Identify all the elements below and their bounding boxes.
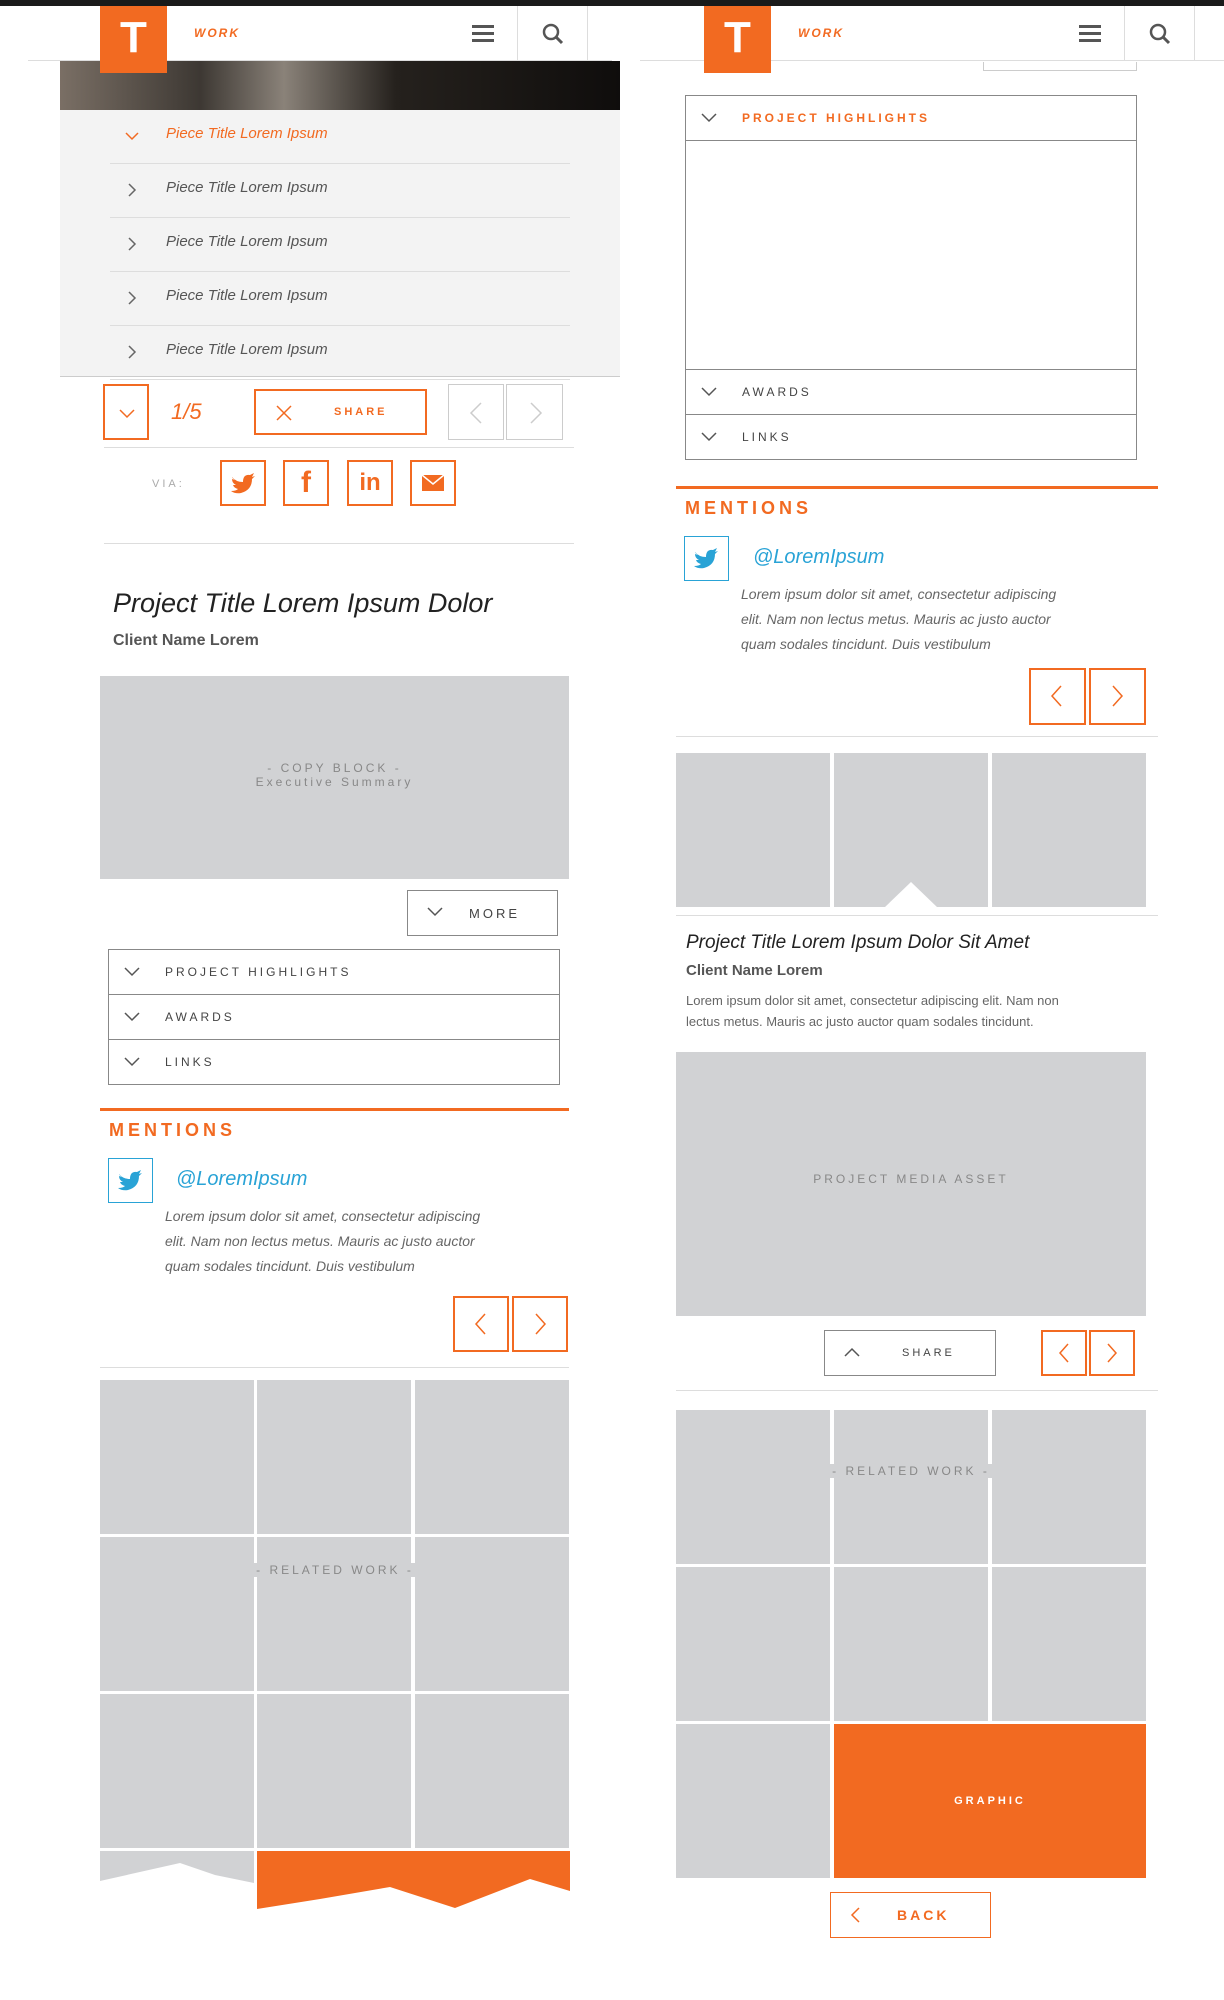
chevron-down-icon (105, 386, 149, 440)
copy-block (100, 676, 569, 879)
related-work-label: - RELATED WORK - (826, 1464, 996, 1478)
share-label: SHARE (902, 1347, 955, 1359)
copy-block-sublabel: Executive Summary (255, 775, 414, 789)
accordion-links[interactable] (109, 1040, 559, 1085)
site-header (640, 6, 1224, 61)
chevron-right-icon (1091, 1332, 1133, 1374)
mention-prev-button[interactable] (1029, 668, 1086, 725)
share-button[interactable] (254, 389, 427, 435)
divider (104, 447, 574, 448)
search-icon (518, 6, 588, 61)
hamburger-icon (472, 25, 494, 28)
mention-prev-button[interactable] (453, 1296, 509, 1352)
accordion-label: AWARDS (165, 1010, 235, 1024)
related-tile[interactable] (415, 1537, 569, 1691)
selection-pointer (884, 882, 938, 908)
chevron-right-icon (507, 385, 563, 441)
accordion-awards[interactable] (686, 370, 1136, 415)
client-name: Client Name Lorem (686, 962, 823, 979)
chevron-down-icon (700, 385, 718, 399)
share-twitter[interactable] (220, 460, 266, 506)
project-title: Project Title Lorem Ipsum Dolor (113, 588, 493, 618)
twitter-icon (685, 537, 727, 579)
graphic-label: GRAPHIC (954, 1795, 1026, 1807)
mention-next-button[interactable] (512, 1296, 568, 1352)
related-tile[interactable] (100, 1537, 254, 1691)
chevron-right-icon (1091, 670, 1144, 723)
highlights-content (686, 141, 1136, 370)
piece-item[interactable] (110, 164, 570, 218)
accordion-project-highlights[interactable] (686, 96, 1136, 141)
close-icon (274, 403, 294, 423)
more-button[interactable] (407, 890, 558, 936)
back-button[interactable] (830, 1892, 991, 1938)
share-email[interactable] (410, 460, 456, 506)
chevron-right-icon (124, 344, 140, 360)
hamburger-icon (1079, 25, 1101, 28)
accordion-links[interactable] (686, 415, 1136, 460)
project-next-button[interactable] (1089, 1330, 1135, 1376)
site-header (28, 6, 612, 61)
piece-item[interactable] (110, 326, 570, 380)
mention-avatar (108, 1158, 153, 1203)
mention-next-button[interactable] (1089, 668, 1146, 725)
piece-item[interactable] (110, 110, 570, 164)
accordion (108, 949, 560, 1085)
share-label: SHARE (334, 406, 388, 418)
project-tile[interactable] (676, 753, 830, 907)
chevron-right-icon (124, 290, 140, 306)
nav-label-work[interactable]: WORK (194, 26, 240, 40)
via-label: VIA: (152, 478, 185, 490)
piece-label: Piece Title Lorem Ipsum (166, 341, 328, 358)
divider (676, 736, 1158, 737)
accordion-label: PROJECT HIGHLIGHTS (165, 965, 352, 979)
chevron-left-icon (1043, 1332, 1085, 1374)
logo[interactable]: T (704, 6, 771, 73)
related-tile[interactable] (257, 1694, 411, 1848)
mention-handle[interactable]: @LoremIpsum (753, 546, 885, 568)
divider (100, 1367, 569, 1368)
logo[interactable]: T (100, 6, 167, 73)
related-tile[interactable] (257, 1537, 411, 1691)
share-linkedin[interactable] (347, 460, 393, 506)
related-tile[interactable] (676, 1410, 830, 1564)
more-label: MORE (469, 906, 520, 921)
chevron-down-icon (426, 905, 444, 919)
chevron-right-icon (124, 236, 140, 252)
prev-piece-button[interactable] (448, 384, 504, 440)
mentions-title: MENTIONS (109, 1120, 237, 1140)
mention-text: Lorem ipsum dolor sit amet, consectetur adipiscing elit. Nam non lectus metus. Mauris ac justo auctor quam sodales tincidunt. Duis vestibulum (165, 1208, 481, 1274)
chevron-down-icon (124, 128, 140, 144)
media-asset-label: PROJECT MEDIA ASSET (813, 1172, 1009, 1186)
piece-label: Piece Title Lorem Ipsum (166, 287, 328, 304)
related-tile[interactable] (100, 1694, 254, 1848)
project-tile[interactable] (992, 753, 1146, 907)
right-screen (612, 0, 1224, 2000)
project-description: Lorem ipsum dolor sit amet, consectetur adipiscing elit. Nam non lectus metus. Mauris ac justo auctor quam sodales tincidunt. (686, 993, 1059, 1029)
piece-label: Piece Title Lorem Ipsum (166, 179, 328, 196)
piece-label: Piece Title Lorem Ipsum (166, 233, 328, 250)
mentions-rule (676, 486, 1158, 489)
chevron-right-icon (514, 1298, 566, 1350)
torn-edge-graphic (100, 1851, 570, 1909)
accordion-label: PROJECT HIGHLIGHTS (742, 111, 931, 125)
chevron-right-icon (124, 182, 140, 198)
chevron-left-icon (1031, 670, 1084, 723)
related-tile[interactable] (676, 1724, 830, 1878)
piece-item[interactable] (110, 218, 570, 272)
related-tile[interactable] (415, 1694, 569, 1848)
linkedin-icon: in (359, 469, 381, 496)
piece-label: Piece Title Lorem Ipsum (166, 125, 328, 142)
related-work-label: - RELATED WORK - (250, 1563, 420, 1577)
related-tile[interactable] (834, 1567, 988, 1721)
related-tile[interactable] (415, 1380, 569, 1534)
accordion-label: AWARDS (742, 385, 812, 399)
piece-list (60, 110, 620, 377)
menu-button[interactable] (448, 6, 518, 61)
chevron-down-icon (123, 1010, 141, 1024)
more-button-edge (983, 62, 1137, 71)
chevron-left-icon (849, 1906, 863, 1924)
next-piece-button[interactable] (506, 384, 563, 440)
email-icon (412, 462, 454, 504)
piece-item[interactable] (110, 272, 570, 326)
search-icon (1125, 6, 1195, 61)
chevron-down-icon (123, 965, 141, 979)
back-label: BACK (897, 1907, 950, 1923)
related-tile[interactable] (676, 1567, 830, 1721)
related-tile[interactable] (834, 1410, 988, 1564)
chevron-left-icon (449, 385, 505, 441)
project-title: Project Title Lorem Ipsum Dolor Sit Amet (686, 932, 1030, 953)
mentions-title: MENTIONS (685, 498, 813, 518)
chevron-down-icon (123, 1055, 141, 1069)
project-media-asset (676, 1052, 1146, 1316)
related-tile[interactable] (992, 1410, 1146, 1564)
menu-button[interactable] (1055, 6, 1125, 61)
chevron-down-icon (700, 430, 718, 444)
twitter-icon (222, 462, 264, 504)
share-facebook[interactable] (283, 460, 329, 506)
nav-label-work[interactable]: WORK (798, 26, 844, 40)
divider (676, 915, 1158, 916)
related-tile[interactable] (992, 1567, 1146, 1721)
graphic-tile[interactable] (834, 1724, 1146, 1878)
chevron-down-icon (700, 111, 718, 125)
accordion-label: LINKS (742, 430, 792, 444)
copy-block-label: - COPY BLOCK - (267, 761, 402, 775)
accordion-project-highlights[interactable] (109, 950, 559, 995)
related-tile[interactable] (257, 1380, 411, 1534)
facebook-icon: f (301, 466, 311, 499)
divider (676, 1390, 1158, 1391)
twitter-icon (109, 1159, 151, 1201)
search-button[interactable] (1125, 6, 1195, 61)
search-button[interactable] (518, 6, 588, 61)
mention-avatar (684, 536, 729, 581)
mention-text: Lorem ipsum dolor sit amet, consectetur adipiscing elit. Nam non lectus metus. Mauris ac justo auctor quam sodales tincidunt. Duis vestibulum (741, 586, 1057, 652)
collapse-list-button[interactable] (103, 384, 149, 440)
mention-handle[interactable]: @LoremIpsum (176, 1168, 308, 1190)
piece-pager: 1/5 (171, 399, 202, 424)
project-prev-button[interactable] (1041, 1330, 1087, 1376)
mentions-rule (100, 1108, 569, 1111)
related-tile[interactable] (100, 1380, 254, 1534)
accordion-awards[interactable] (109, 995, 559, 1040)
chevron-up-icon (843, 1346, 861, 1360)
share-toggle-button[interactable] (824, 1330, 996, 1376)
chevron-left-icon (455, 1298, 507, 1350)
divider (104, 543, 574, 544)
accordion (685, 95, 1137, 460)
client-name: Client Name Lorem (113, 632, 259, 649)
accordion-label: LINKS (165, 1055, 215, 1069)
